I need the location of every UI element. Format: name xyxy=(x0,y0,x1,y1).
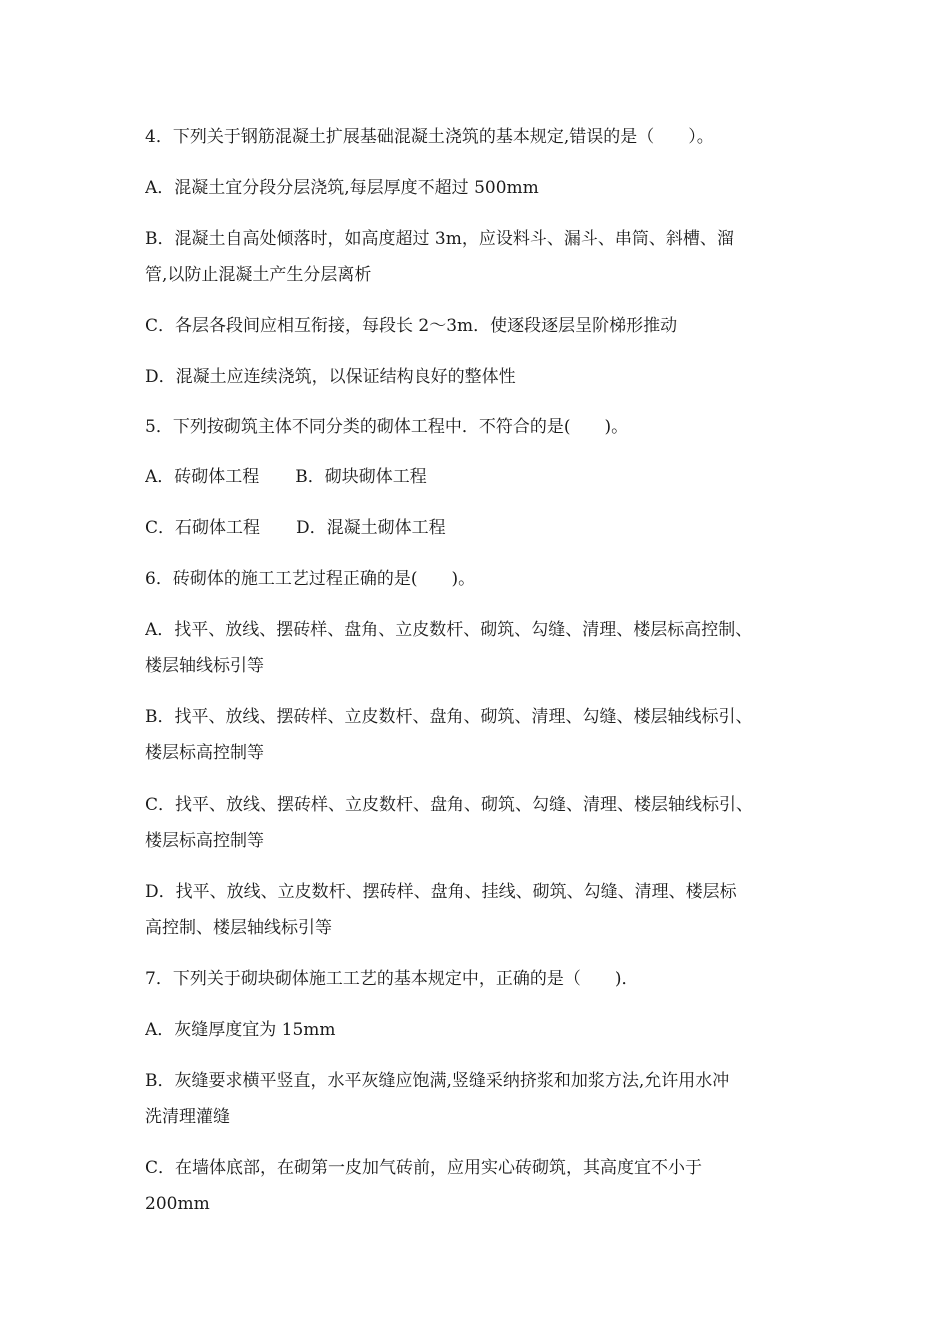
question-6-option-c-line2: 楼层标高控制等 xyxy=(145,831,264,851)
question-5-option-a: A．砖砌体工程 xyxy=(145,467,260,487)
question-6-option-a-line2: 楼层轴线标引等 xyxy=(145,656,264,676)
question-5-option-b: B．砌块砌体工程 xyxy=(295,467,427,487)
question-6-option-d-line1: D．找平、放线、立皮数杆、摆砖样、盘角、挂线、砌筑、勾缝、清理、楼层标 xyxy=(145,882,737,902)
question-5-options-row-2 xyxy=(145,517,835,539)
question-4-option-b-line2: 管,以防止混凝土产生分层离析 xyxy=(145,265,372,285)
question-5-option-d: D．混凝土砌体工程 xyxy=(296,518,446,538)
question-6-stem: 6．砖砌体的施工工艺过程正确的是( )。 xyxy=(145,569,476,589)
question-6-option-a-line1: A．找平、放线、摆砖样、盘角、立皮数杆、砌筑、勾缝、清理、楼层标高控制、 xyxy=(145,620,753,640)
question-4-option-b-line1: B．混凝土自高处倾落时，如高度超过 3m，应设料斗、漏斗、串筒、斜槽、溜 xyxy=(145,229,734,249)
question-6-option-b-line2: 楼层标高控制等 xyxy=(145,743,264,763)
question-5-option-c: C．石砌体工程 xyxy=(145,518,261,538)
question-5-options-row-1 xyxy=(145,466,835,488)
question-6-option-c-line1: C．找平、放线、摆砖样、立皮数杆、盘角、砌筑、勾缝、清理、楼层轴线标引、 xyxy=(145,795,754,815)
question-7-stem: 7．下列关于砌块砌体施工工艺的基本规定中，正确的是（ )． xyxy=(145,969,639,989)
question-7-option-c-line2: 200mm xyxy=(145,1194,210,1214)
question-4-option-c: C．各层各段间应相互衔接，每段长 2～3m．使逐段逐层呈阶梯形推动 xyxy=(145,316,678,336)
question-4-stem: 4．下列关于钢筋混凝土扩展基础混凝土浇筑的基本规定,错误的是（ ）。 xyxy=(145,127,714,147)
question-6-option-b-line1: B．找平、放线、摆砖样、立皮数杆、盘角、砌筑、清理、勾缝、楼层轴线标引、 xyxy=(145,707,753,727)
question-4-option-a: A．混凝土宜分段分层浇筑,每层厚度不超过 500mm xyxy=(145,178,539,198)
question-7-option-a: A．灰缝厚度宜为 15mm xyxy=(145,1020,336,1040)
question-5-stem: 5．下列按砌筑主体不同分类的砌体工程中．不符合的是( )。 xyxy=(145,417,629,437)
question-7-option-c-line1: C．在墙体底部，在砌第一皮加气砖前，应用实心砖砌筑，其高度宜不小于 xyxy=(145,1158,703,1178)
question-6-option-d-line2: 高控制、楼层轴线标引等 xyxy=(145,918,332,938)
question-7-option-b-line1: B．灰缝要求横平竖直，水平灰缝应饱满,竖缝采纳挤浆和加浆方法,允许用水冲 xyxy=(145,1071,730,1091)
question-7-option-b-line2: 洗清理灌缝 xyxy=(145,1107,230,1127)
question-4-option-d: D．混凝土应连续浇筑，以保证结构良好的整体性 xyxy=(145,367,516,387)
